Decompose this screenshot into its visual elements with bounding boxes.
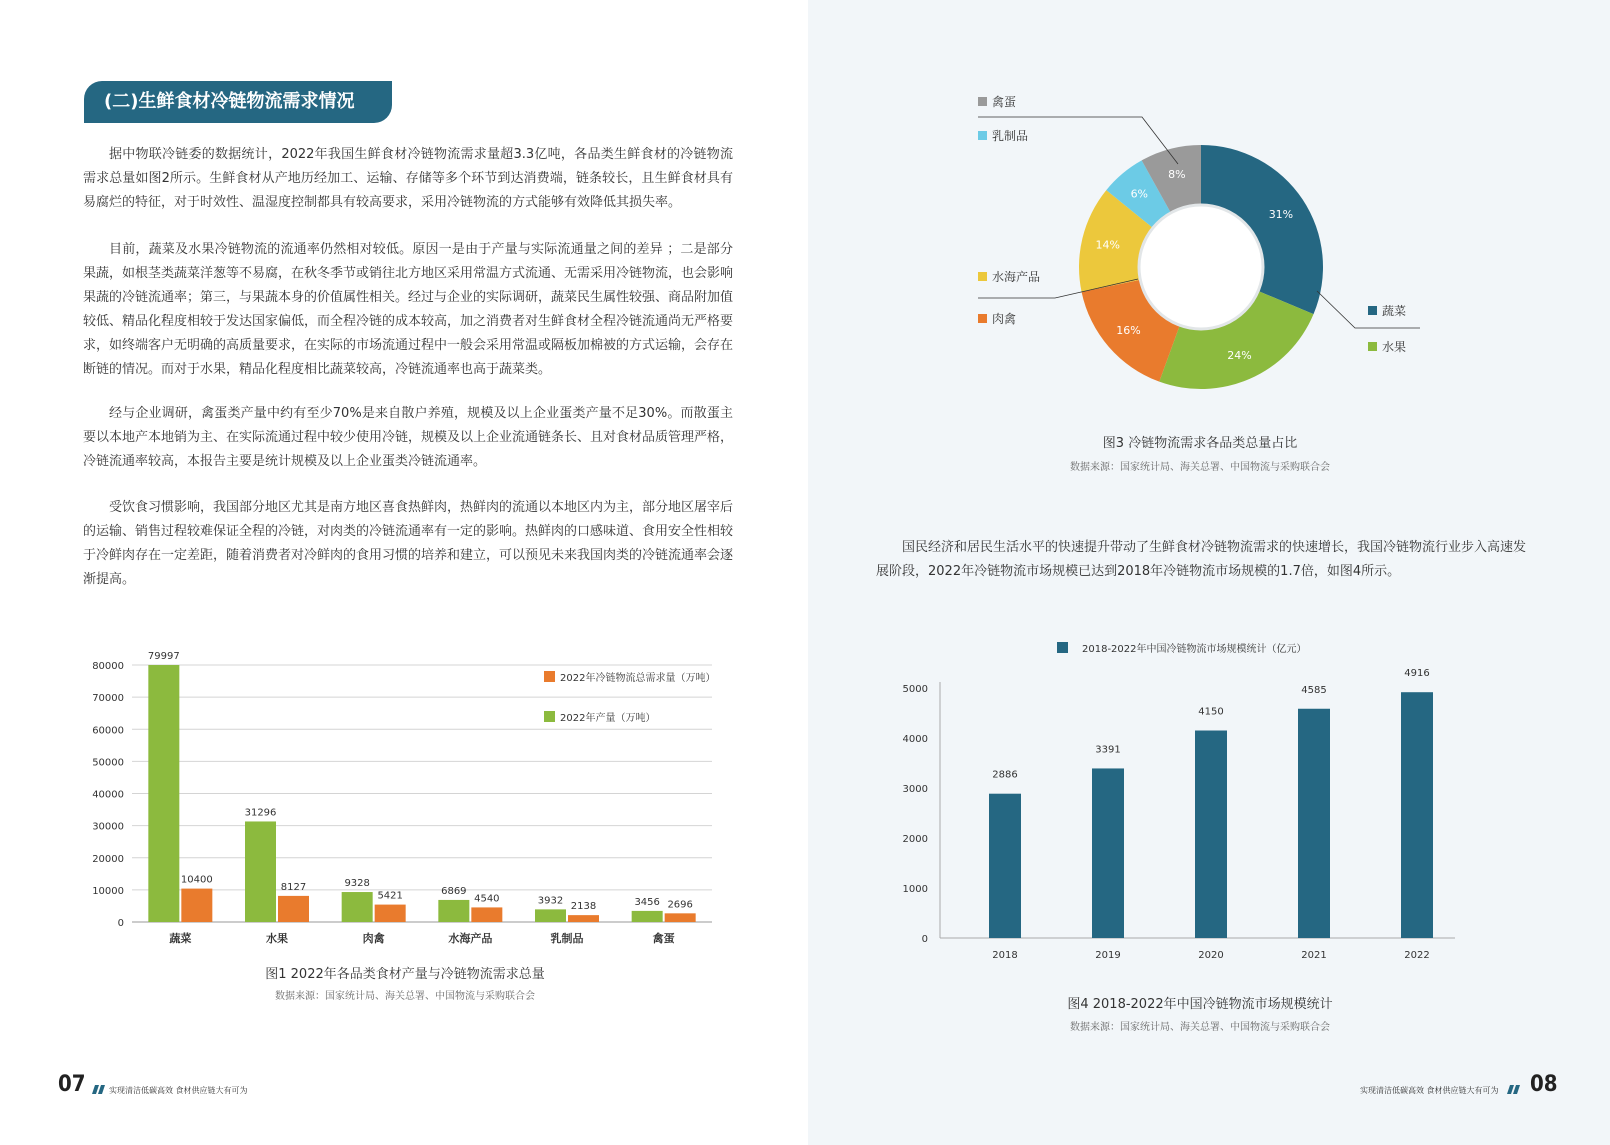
- slice-value-label: 14%: [1095, 238, 1120, 252]
- category-label: 禽蛋: [652, 932, 675, 945]
- slice-value-label: 6%: [1130, 187, 1149, 201]
- data-label: 6869: [441, 885, 467, 897]
- bar: [471, 907, 502, 922]
- figure1-caption: 图1 2022年各品类食材产量与冷链物流需求总量: [265, 967, 545, 982]
- legend-swatch: [978, 131, 987, 140]
- bar: [278, 896, 309, 922]
- data-label: 8127: [280, 881, 307, 893]
- y-tick-label: 60000: [92, 725, 124, 737]
- data-label: 31296: [244, 807, 277, 819]
- bar: [148, 665, 179, 922]
- legend-swatch: [544, 671, 555, 682]
- y-tick-label: 30000: [92, 821, 124, 833]
- legend-swatch: [1368, 306, 1377, 315]
- bar: [1092, 768, 1124, 938]
- y-tick-label: 10000: [92, 885, 124, 897]
- bar: [1298, 709, 1330, 938]
- legend-swatch: [1057, 642, 1068, 653]
- data-label: 3391: [1095, 744, 1121, 756]
- page-number-left: 07: [58, 1072, 86, 1097]
- slice-value-label: 16%: [1116, 323, 1141, 337]
- bar: [568, 915, 599, 922]
- category-label: 水果: [266, 932, 288, 945]
- y-tick-label: 20000: [92, 853, 124, 865]
- y-tick-label: 5000: [902, 684, 928, 695]
- category-label: 蔬菜: [169, 932, 192, 945]
- category-label: 2020: [1198, 950, 1224, 961]
- bar: [342, 892, 373, 922]
- figure4-caption: 图4 2018-2022年中国冷链物流市场规模统计: [1067, 997, 1333, 1012]
- bar: [1401, 692, 1433, 938]
- figure4-source: 数据来源：国家统计局、海关总署、中国物流与采购联合会: [1070, 1022, 1330, 1033]
- legend-label: 蔬菜: [1382, 304, 1407, 318]
- category-label: 2021: [1301, 950, 1327, 961]
- legend-swatch: [978, 272, 987, 281]
- bar: [1195, 731, 1227, 939]
- paragraph-4: 受饮食习惯影响，我国部分地区尤其是南方地区喜食热鲜肉，热鲜肉的流通以本地区内为主，部分地区屠宰后的运输、销售过程较难保证全程的冷链，对肉类的冷链流通率有一定的影响。热鲜肉的口感味道、食用安全性相较于冷鲜肉存在一定差距，随着消费者对冷鲜肉的食用习惯的培养和建立，可以预见未来我国肉类的冷链流通率会逐渐提高。: [83, 500, 734, 587]
- paragraph-1: 据中物联冷链委的数据统计，2022年我国生鲜食材冷链物流需求量超3.3亿吨，各品类生鲜食材的冷链物流需求总量如图2所示。生鲜食材从产地历经加工、运输、存储等多个环节到达消费端，链条较长，且生鲜食材具有易腐烂的特征，对于时效性、温湿度控制都具有较高要求，采用冷链物流的方式能够有效降低其损失率。: [83, 147, 733, 210]
- data-label: 9328: [344, 878, 370, 890]
- data-label: 4150: [1198, 706, 1224, 718]
- legend-label: 2022年产量（万吨）: [560, 713, 656, 724]
- page-number-right: 08: [1530, 1072, 1558, 1097]
- paragraph-3: 经与企业调研，禽蛋类产量中约有至少70%是来自散户养殖，规模及以上企业蛋类产量不足30%。而散蛋主要以本地产本地销为主、在实际流通过程中较少使用冷链，规模及以上企业流通链条长、且对食材品质管理严格，冷链流通率较高，本报告主要是统计规模及以上企业蛋类冷链流通率。: [83, 406, 734, 469]
- data-label: 4916: [1404, 668, 1430, 680]
- y-tick-label: 80000: [92, 661, 124, 672]
- slash-mark-right: [1507, 1085, 1521, 1094]
- category-label: 2022: [1404, 950, 1430, 961]
- data-label: 4540: [474, 893, 500, 905]
- figure1-source: 数据来源：国家统计局、海关总署、中国物流与采购联合会: [275, 991, 535, 1002]
- bar: [375, 905, 406, 922]
- figure3-source: 数据来源：国家统计局、海关总署、中国物流与采购联合会: [1070, 462, 1330, 473]
- bar: [181, 889, 212, 922]
- bar: [989, 794, 1021, 938]
- category-label: 肉禽: [362, 932, 385, 945]
- data-label: 10400: [180, 874, 213, 886]
- y-tick-label: 0: [921, 934, 928, 945]
- legend-label: 2018-2022年中国冷链物流市场规模统计（亿元）: [1082, 644, 1307, 655]
- legend-label: 2022年冷链物流总需求量（万吨）: [560, 673, 716, 684]
- bar: [665, 913, 696, 922]
- footer-text-left: 实现清洁低碳高效 食材供应链大有可为: [109, 1086, 248, 1095]
- data-label: 2696: [667, 899, 693, 911]
- y-tick-label: 0: [117, 918, 124, 929]
- figure3-donut-chart: [970, 88, 1470, 398]
- data-label: 4585: [1301, 684, 1327, 696]
- y-tick-label: 40000: [92, 789, 124, 801]
- y-tick-label: 3000: [902, 784, 928, 795]
- slice-value-label: 8%: [1168, 168, 1186, 182]
- legend-swatch: [978, 314, 987, 323]
- y-tick-label: 4000: [902, 734, 928, 745]
- data-label: 3456: [634, 896, 660, 908]
- legend-swatch: [1368, 342, 1377, 351]
- section-title: (二)生鲜食材冷链物流需求情况: [84, 81, 392, 123]
- legend-label: 肉禽: [992, 312, 1017, 326]
- slice-value-label: 31%: [1268, 207, 1294, 221]
- category-label: 2019: [1095, 950, 1121, 961]
- slash-mark-left: [92, 1085, 106, 1094]
- data-label: 2138: [570, 901, 597, 913]
- legend-label: 水果: [1382, 340, 1407, 354]
- donut-hole: [1139, 205, 1263, 329]
- slice-value-label: 24%: [1227, 348, 1252, 362]
- bar: [245, 821, 276, 922]
- legend-label: 乳制品: [992, 129, 1029, 143]
- category-label: 乳制品: [550, 932, 584, 945]
- data-label: 79997: [147, 651, 180, 663]
- y-tick-label: 1000: [902, 884, 928, 895]
- category-label: 水海产品: [448, 932, 493, 945]
- bar: [632, 911, 663, 922]
- bar: [438, 900, 469, 922]
- category-label: 2018: [992, 950, 1018, 961]
- legend-label: 水海产品: [992, 270, 1041, 284]
- legend-swatch: [978, 97, 987, 106]
- right-paragraph: 国民经济和居民生活水平的快速提升带动了生鲜食材冷链物流需求的快速增长，我国冷链物流行业步入高速发展阶段，2022年冷链物流市场规模已达到2018年冷链物流市场规模的1.7倍，如图4所示。: [876, 540, 1527, 579]
- bar: [535, 909, 566, 922]
- footer-text-right: 实现清洁低碳高效 食材供应链大有可为: [1360, 1086, 1499, 1095]
- y-tick-label: 70000: [92, 693, 124, 705]
- legend-swatch: [544, 711, 555, 722]
- figure1-bar-chart: [80, 630, 730, 955]
- paragraph-2: 目前，蔬菜及水果冷链物流的流通率仍然相对较低。原因一是由于产量与实际流通量之间的差异 ；二是部分果蔬，如根茎类蔬菜洋葱等不易腐，在秋冬季节或销往北方地区采用常温方式流通、无需采用冷链物流，也会影响果蔬的冷链流通率；第三，与果蔬本身的价值属性相关。经过与企业的实际调研，蔬菜民生属性较强、商品附加值较低、精品化程度相较于发达国家偏低，而全程冷链的成本较高，加之消费者对生鲜食材全程冷链流通尚无严格要求，如终端客户无明确的高质量要求，在实际的市场流通过程中一般会采用常温或隔板加棉被的方式运输，会存在断链的情况。而对于水果，精品化程度相比蔬菜较高，冷链流通率也高于蔬菜类。: [83, 242, 734, 377]
- data-label: 2886: [992, 769, 1018, 781]
- data-label: 3932: [537, 895, 564, 907]
- data-label: 5421: [377, 890, 403, 902]
- y-tick-label: 2000: [902, 834, 928, 845]
- figure3-caption: 图3 冷链物流需求各品类总量占比: [1102, 436, 1298, 451]
- figure4-bar-chart: [890, 630, 1470, 970]
- y-tick-label: 50000: [92, 757, 124, 769]
- legend-label: 禽蛋: [992, 95, 1017, 109]
